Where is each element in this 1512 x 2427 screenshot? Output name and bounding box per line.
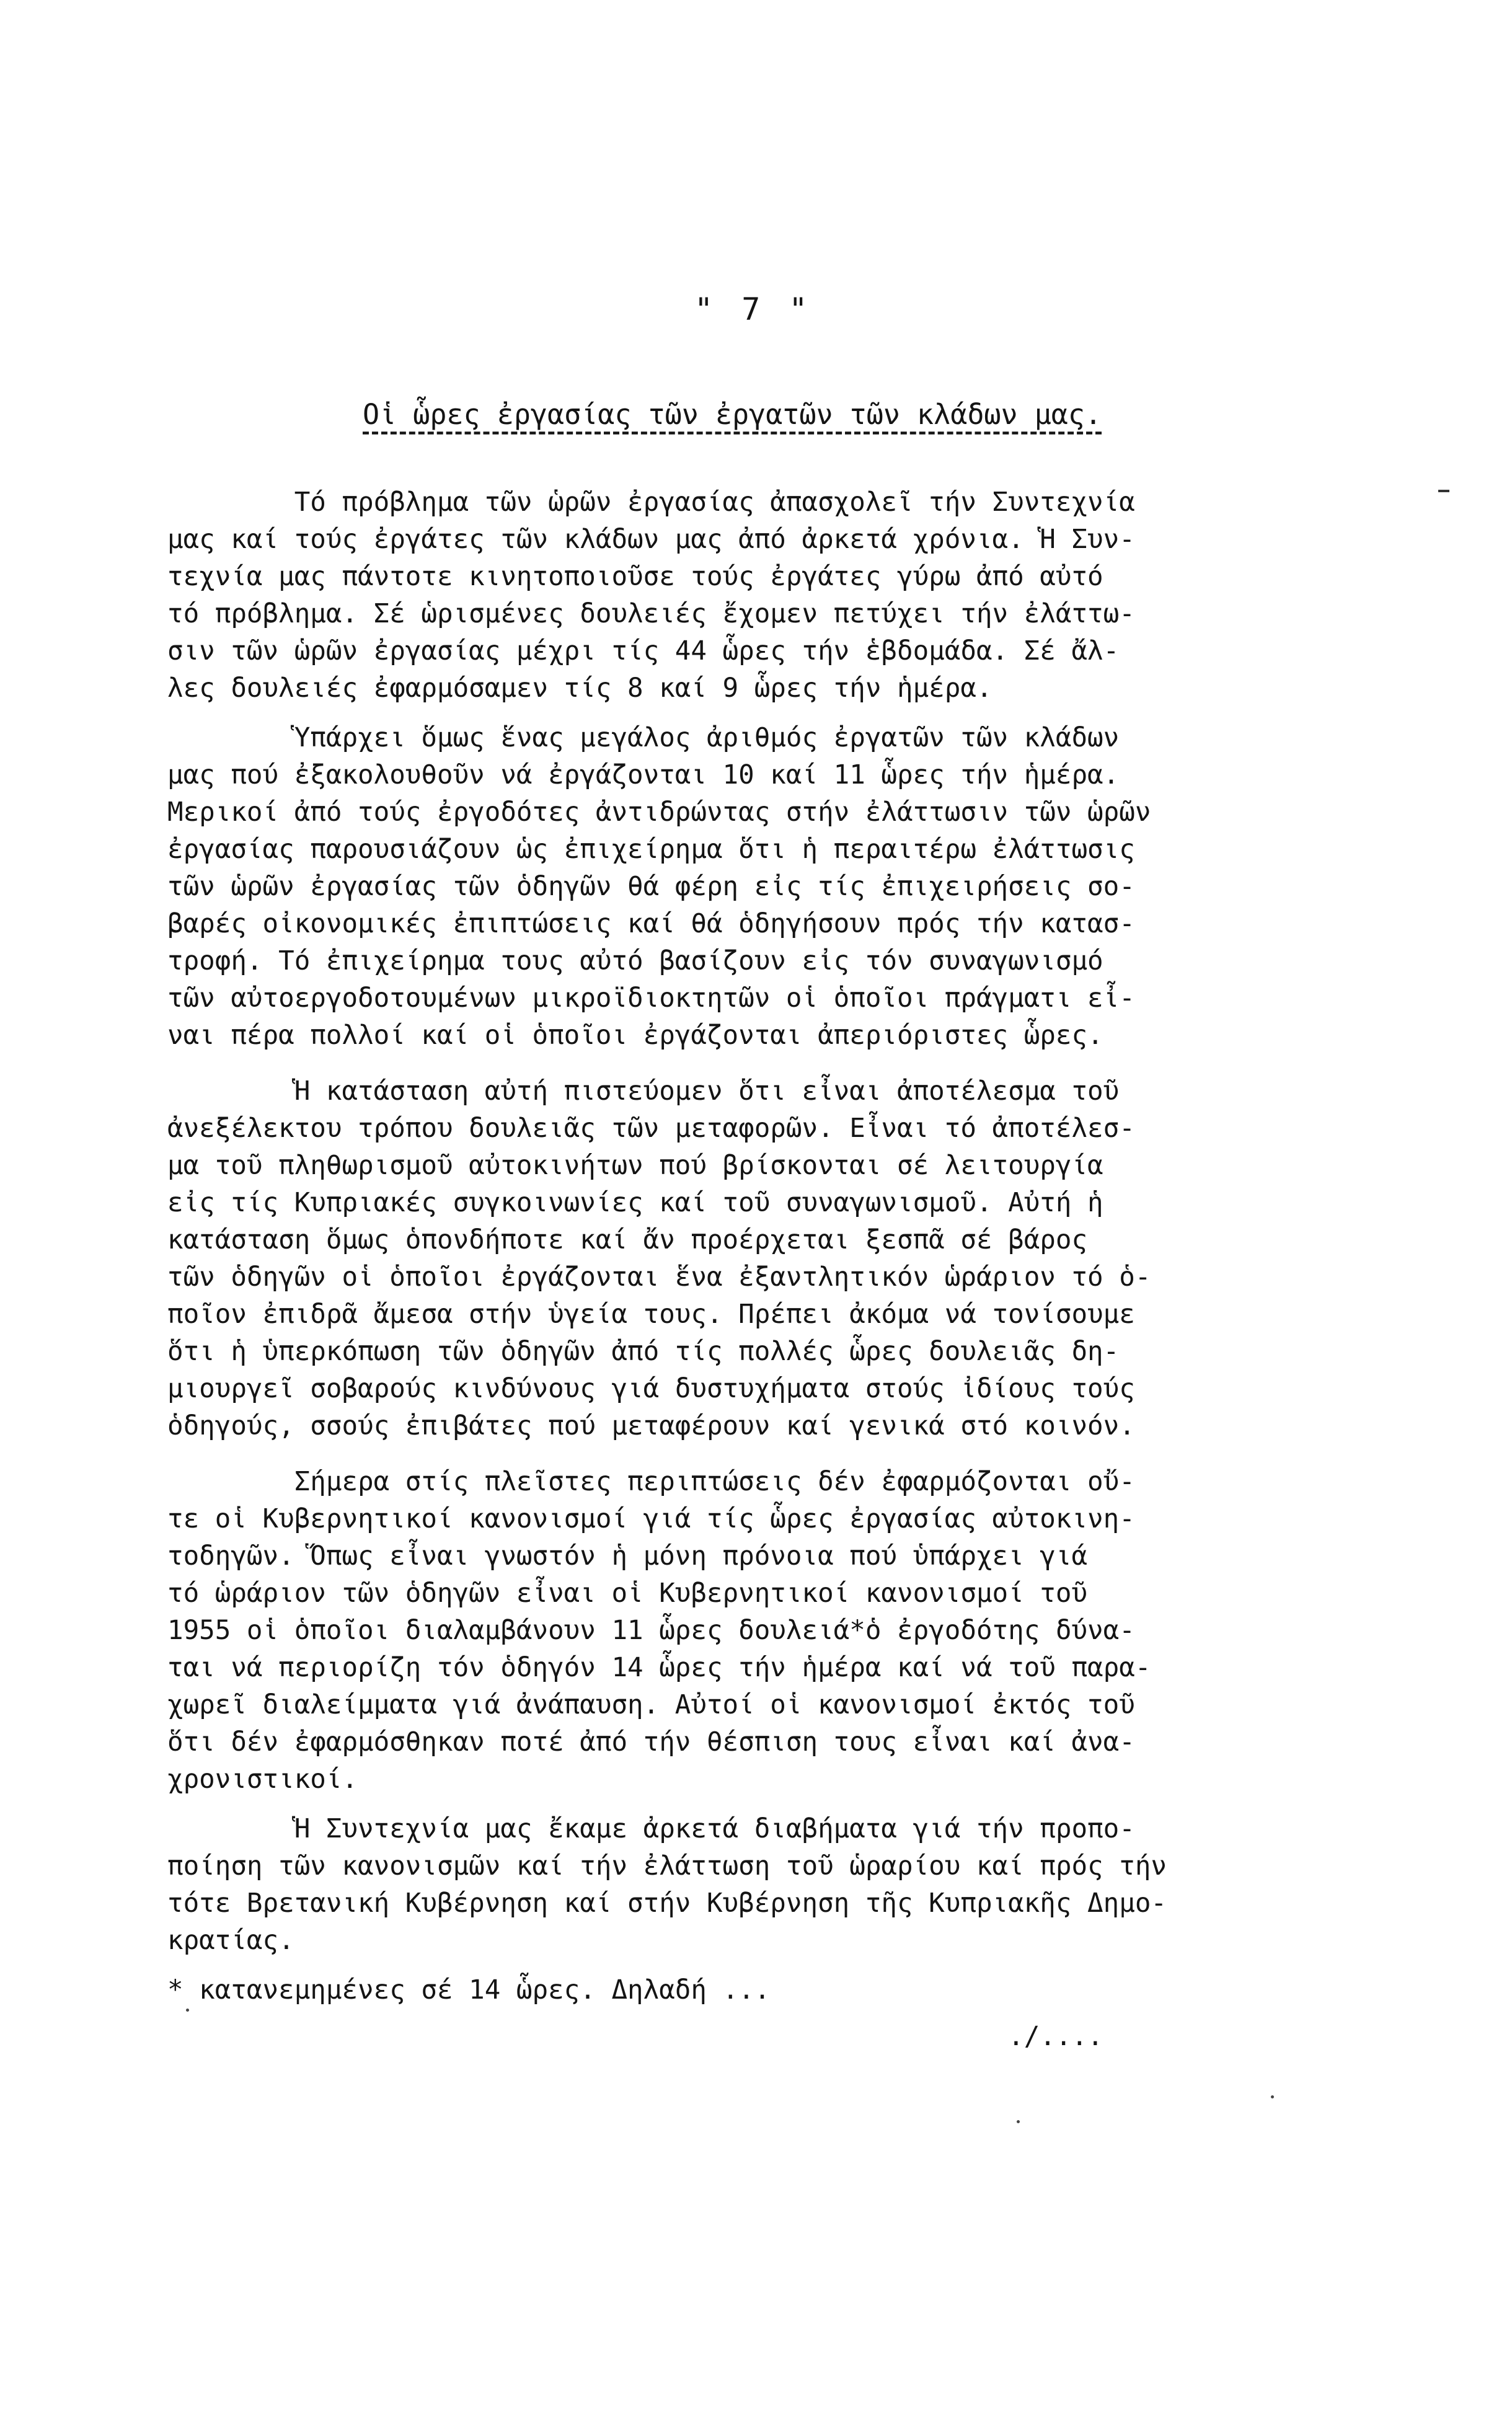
text-line: τε οἱ Κυβερνητικοί κανονισμοί γιά τίς ὧρες ἐργασίας αὐτοκινη-	[167, 1504, 1135, 1534]
text-line: χρονιστικοί.	[167, 1764, 358, 1795]
continuation-mark: ./....	[167, 2022, 1103, 2052]
speck	[1271, 2095, 1274, 2098]
text-line: Ἡ Συντεχνία μας ἔκαμε ἀρκετά διαβήματα γιά τήν προπο-	[167, 1814, 1135, 1844]
text-line: τῶν ὡρῶν ἐργασίας τῶν ὁδηγῶν θά φέρη εἰς τίς ἐπιχειρήσεις σο-	[167, 872, 1135, 902]
text-line: ἀνεξέλεκτου τρόπου δουλειᾶς τῶν μεταφορῶν. Εἶναι τό ἀποτέλεσ-	[167, 1113, 1135, 1144]
text-line: Ὑπάρχει ὅμως ἕνας μεγάλος ἀριθμός ἐργατῶν τῶν κλάδων	[167, 723, 1120, 753]
speck	[1017, 2120, 1020, 2123]
footnote: * κατανεμημένες σέ 14 ὧρες. Δηλαδή ...	[167, 1975, 771, 2005]
text-line: Τό πρόβλημα τῶν ὡρῶν ἐργασίας ἀπασχολεῖ τήν Συντεχνία	[167, 487, 1135, 518]
speck	[186, 2009, 189, 2012]
text-line: ὅτι ἡ ὑπερκόπωση τῶν ὁδηγῶν ἀπό τίς πολλές ὧρες δουλειᾶς δη-	[167, 1337, 1120, 1367]
text-line: τότε Βρετανική Κυβέρνηση καί στήν Κυβέρνηση τῆς Κυπριακῆς Δημο-	[167, 1888, 1167, 1919]
text-line: τῶν ὁδηγῶν οἱ ὁποῖοι ἐργάζονται ἕνα ἐξαντλητικόν ὡράριον τό ὁ-	[167, 1262, 1151, 1293]
text-line: λες δουλειές ἐφαρμόσαμεν τίς 8 καί 9 ὧρες τήν ἡμέρα.	[167, 673, 993, 704]
text-line: μας καί τούς ἐργάτες τῶν κλάδων μας ἀπό ἀρκετά χρόνια. Ἡ Συν-	[167, 524, 1135, 555]
section-heading: Οἱ ὧρες ἐργασίας τῶν ἐργατῶν τῶν κλάδων μας.	[363, 398, 1102, 431]
text-line: σιν τῶν ὡρῶν ἐργασίας μέχρι τίς 44 ὧρες τήν ἑβδομάδα. Σέ ἄλ-	[167, 636, 1120, 666]
text-line: κρατίας.	[167, 1925, 294, 1956]
text-line: τό πρόβλημα. Σέ ὡρισμένες δουλειές ἔχομεν πετύχει τήν ἐλάττω-	[167, 599, 1135, 629]
text-line: τό ὡράριον τῶν ὁδηγῶν εἶναι οἱ Κυβερνητικοί κανονισμοί τοῦ	[167, 1578, 1088, 1609]
text-line: Σήμερα στίς πλεῖστες περιπτώσεις δέν ἐφαρμόζονται οὔ-	[167, 1467, 1135, 1497]
text-line: τοδηγῶν. Ὅπως εἶναι γνωστόν ἡ μόνη πρόνοια πού ὑπάρχει γιά	[167, 1541, 1088, 1572]
text-line: ται νά περιορίζη τόν ὁδηγόν 14 ὧρες τήν ἡμέρα καί νά τοῦ παρα-	[167, 1653, 1151, 1683]
text-line: ποῖον ἐπιδρᾶ ἄμεσα στήν ὑγεία τους. Πρέπει ἀκόμα νά τονίσουμε	[167, 1299, 1135, 1330]
text-line: ὅτι δέν ἐφαρμόσθηκαν ποτέ ἀπό τήν θέσπιση τους εἶναι καί ἀνα-	[167, 1727, 1135, 1757]
text-line: εἰς τίς Κυπριακές συγκοινωνίες καί τοῦ συναγωνισμοῦ. Αὐτή ἡ	[167, 1188, 1103, 1218]
text-line: βαρές οἰκονομικές ἐπιπτώσεις καί θά ὁδηγήσουν πρός τήν κατασ-	[167, 909, 1135, 939]
text-line: τροφή. Τό ἐπιχείρημα τους αὐτό βασίζουν εἰς τόν συναγωνισμό	[167, 946, 1103, 976]
margin-mark	[1438, 490, 1449, 492]
text-line: μας πού ἐξακολουθοῦν νά ἐργάζονται 10 καί 11 ὧρες τήν ἡμέρα.	[167, 760, 1120, 790]
text-line: χωρεῖ διαλείμματα γιά ἀνάπαυση. Αὐτοί οἱ κανονισμοί ἐκτός τοῦ	[167, 1690, 1135, 1720]
text-line: μιουργεῖ σοβαρούς κινδύνους γιά δυστυχήματα στούς ἰδίους τούς	[167, 1374, 1135, 1404]
text-line: ποίηση τῶν κανονισμῶν καί τήν ἐλάττωση τοῦ ὡραρίου καί πρός τήν	[167, 1851, 1167, 1881]
text-line: 1955 οἱ ὁποῖοι διαλαμβάνουν 11 ὧρες δουλειά*ὁ ἐργοδότης δύνα-	[167, 1616, 1135, 1646]
text-line: ἐργασίας παρουσιάζουν ὡς ἐπιχείρημα ὅτι ἡ περαιτέρω ἐλάττωσις	[167, 834, 1135, 865]
page-number: " 7 "	[694, 291, 813, 327]
text-line: ναι πέρα πολλοί καί οἱ ὁποῖοι ἐργάζονται ἀπεριόριστες ὧρες.	[167, 1020, 1103, 1051]
text-line: Μερικοί ἀπό τούς ἐργοδότες ἀντιδρώντας στήν ἐλάττωσιν τῶν ὡρῶν	[167, 797, 1151, 828]
text-line: τεχνία μας πάντοτε κινητοποιοῦσε τούς ἐργάτες γύρω ἀπό αὐτό	[167, 562, 1103, 592]
text-line: Ἡ κατάσταση αὐτή πιστεύομεν ὅτι εἶναι ἀποτέλεσμα τοῦ	[167, 1076, 1120, 1107]
text-line: κατάσταση ὅμως ὁπονδήποτε καί ἄν προέρχεται ξεσπᾶ σέ βάρος	[167, 1225, 1088, 1255]
text-line: τῶν αὐτοεργοδοτουμένων μικροϊδιοκτητῶν οἱ ὁποῖοι πράγματι εἶ-	[167, 983, 1135, 1014]
text-line: μα τοῦ πληθωρισμοῦ αὐτοκινήτων πού βρίσκονται σέ λειτουργία	[167, 1151, 1103, 1181]
text-line: ὁδηγούς, σσούς ἐπιβάτες πού μεταφέρουν καί γενικά στό κοινόν.	[167, 1411, 1135, 1441]
